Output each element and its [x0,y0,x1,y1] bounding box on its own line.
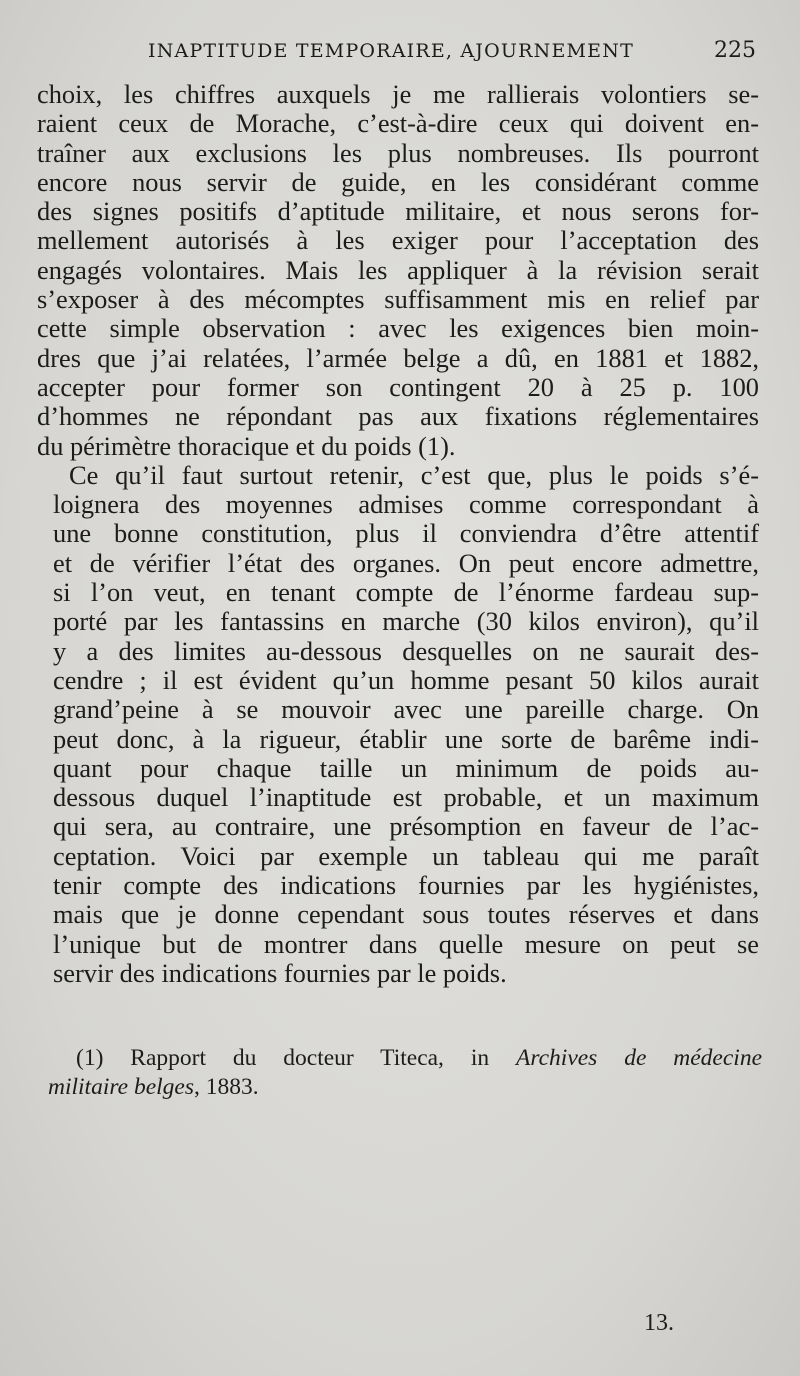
footnote-text: (1) Rapport du docteur Titeca, in [76,1045,516,1071]
text-line: tenir compte des indications fournies par les hygiénistes, [53,870,759,901]
text-line: mellement autorisés à les exiger pour l’acceptation des [37,225,759,256]
page-number: 225 [714,38,756,63]
text-line: dres que j’ai relatées, l’armée belge a dû, en 1881 et 1882, [37,342,759,373]
text-line: encore nous servir de guide, en les considérant comme [37,166,759,197]
footnote-line [48,1073,762,1102]
paragraph-2 [37,461,759,988]
text-line: cendre ; il est évident qu’un homme pesant 50 kilos aurait [53,664,759,695]
paragraph-1 [37,80,759,461]
text-line: y a des limites au-dessous desquelles on ne saurait des- [53,635,759,666]
text-line: servir des indications fournies par le poids. [53,957,507,988]
running-head [148,36,756,72]
text-line: Ce qu’il faut surtout retenir, c’est que, plus le poids s’é- [69,459,759,490]
text-line: ceptation. Voici par exemple un tableau qui me paraît [53,840,759,871]
text-line: dessous duquel l’inaptitude est probable, et un maximum [53,782,759,813]
signature-mark: 13. [644,1310,674,1336]
text-line: grand’peine à se mouvoir avec une pareille charge. On [53,694,759,725]
footnote-journal-title: militaire belges [48,1074,194,1100]
text-line: si l’on veut, en tenant compte de l’énorme fardeau sup- [53,577,759,608]
text-line: qui sera, au contraire, une présomption en faveur de l’ac- [53,811,759,842]
text-line: choix, les chiffres auxquels je me rallierais volontiers se- [37,79,759,109]
text-line: et de vérifier l’état des organes. On peut encore admettre, [53,547,759,578]
text-line: accepter pour former son contingent 20 à 25 p. 100 [37,371,759,402]
running-head-title: INAPTITUDE TEMPORAIRE, AJOURNEMENT [148,40,634,62]
text-line: cette simple observation : avec les exigences bien moin- [37,313,759,344]
text-line: porté par les fantassins en marche (30 kilos environ), qu’il [53,606,759,637]
text-line: quant pour chaque taille un minimum de poids au- [53,752,759,783]
text-line: des signes positifs d’aptitude militaire, et nous serons for- [37,196,759,227]
body-text [37,80,759,988]
text-line: raient ceux de Morache, c’est-à-dire ceux qui doivent en- [37,108,759,139]
footnote-line [48,1044,762,1073]
text-line: traîner aux exclusions les plus nombreuses. Ils pourront [37,137,759,168]
text-line: d’hommes ne répondant pas aux fixations réglementaires [37,401,759,432]
text-line: mais que je donne cependant sous toutes réserves et dans [53,899,759,930]
text-line: s’exposer à des mécomptes suffisamment mis en relief par [37,284,759,315]
footnote-text: , 1883. [193,1074,259,1100]
footnote-journal-title: Archives de médecine [515,1045,762,1071]
text-line: engagés volontaires. Mais les appliquer à la révision serait [37,254,759,285]
text-line: peut donc, à la rigueur, établir une sorte de barême indi- [53,723,759,754]
text-line: loignera des moyennes admises comme correspondant à [53,489,759,520]
text-line: l’unique but de montrer dans quelle mesure on peut se [53,928,759,959]
text-line: du périmètre thoracique et du poids (1). [37,430,456,461]
text-line: une bonne constitution, plus il conviendra d’être attentif [53,518,759,549]
footnote [48,1044,762,1102]
